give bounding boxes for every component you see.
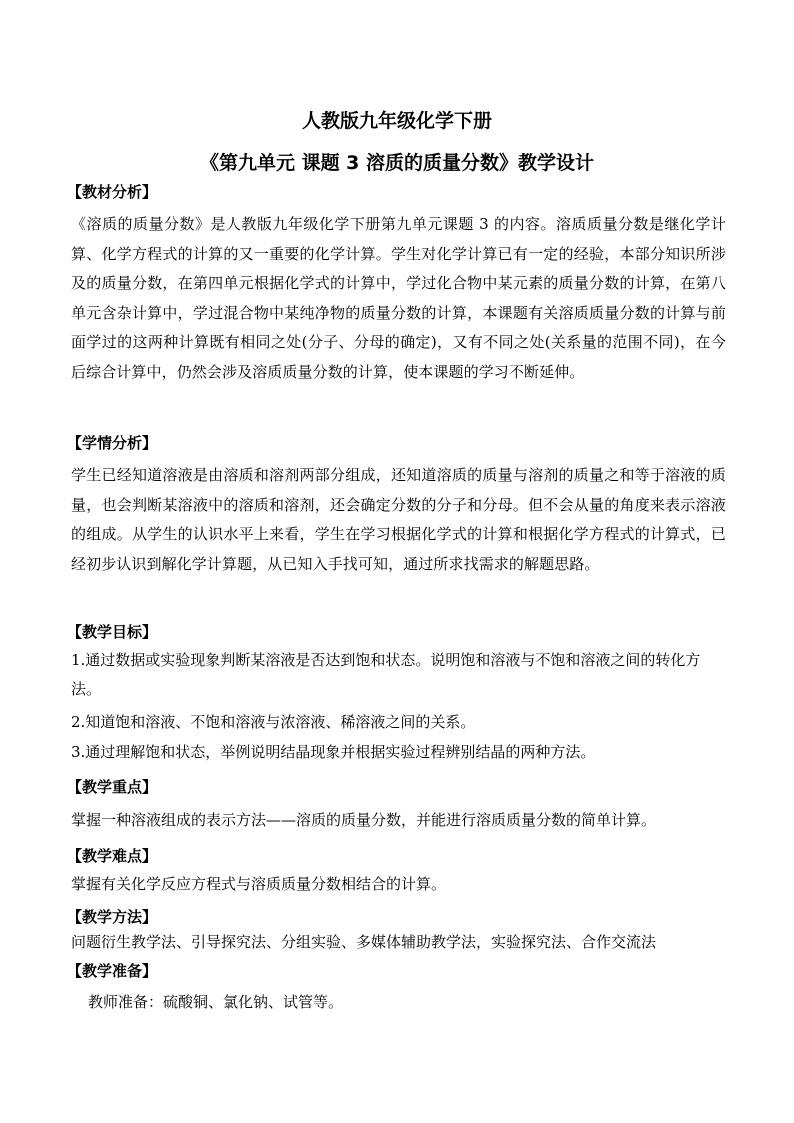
student-analysis-body: 学生已经知道溶液是由溶质和溶剂两部分组成，还知道溶质的质量与溶剂的质量之和等于溶液的质量，也会判断某溶液中的溶质和溶剂，还会确定分数的分子和分母。但不会从量的角度来表示溶液的组成。从学生的认识水平上来看，学生在学习根据化学式的计算和根据化学方程式的计算式，已经初步认识到解化学计算题，从已知入手找可知，通过所求找需求的解题思路。	[71, 466, 726, 573]
teaching-goal-item: 3.通过理解饱和状态，举例说明结晶现象并根据实验过程辨别结晶的两种方法。	[71, 743, 596, 761]
textbook-analysis-body: 《溶质的质量分数》是人教版九年级化学下册第九单元课题 3 的内容。溶质质量分数是继化学计算、化学方程式的计算的又一重要的化学计算。学生对化学计算已有一定的经验，本部分知识所涉及的质量分数，在第四单元根据化学式的计算中，学过化合物中某元素的质量分数的计算，在第八单元含杂计算中，学过混合物中某纯净物的质量分数的计算，本课题有关溶质质量分数的计算与前面学过的这两种计算既有相同之处(分子、分母的确定)，又有不同之处(关系量的范围不同)，在今后综合计算中，仍然会涉及溶质质量分数的计算，使本课题的学习不断延伸。	[71, 215, 726, 381]
teaching-goal-item: 1.通过数据或实验现象判断某溶液是否达到饱和状态。说明饱和溶液与不饱和溶液之间的转化方法。	[71, 651, 701, 698]
teaching-methods-body: 问题衍生教学法、引导探究法、分组实验、多媒体辅助教学法，实验探究法、合作交流法	[71, 933, 657, 951]
teaching-prep-body: 教师准备：硫酸铜、氯化钠、试管等。	[88, 993, 344, 1011]
difficult-points-body: 掌握有关化学反应方程式与溶质质量分数相结合的计算。	[71, 875, 447, 893]
document-title: 人教版九年级化学下册	[301, 110, 492, 132]
heading-difficult-points: 【教学难点】	[67, 847, 158, 865]
document-subtitle: 《第九单元 课题 3 溶质的质量分数》教学设计	[199, 152, 595, 174]
heading-teaching-goals: 【教学目标】	[67, 623, 158, 641]
heading-teaching-methods: 【教学方法】	[67, 908, 158, 926]
teaching-goal-item: 2.知道饱和溶液、不饱和溶液与浓溶液、稀溶液之间的关系。	[71, 713, 476, 731]
key-points-body: 掌握一种溶液组成的表示方法——溶质的质量分数，并能进行溶质质量分数的简单计算。	[71, 811, 657, 829]
heading-student-analysis: 【学情分析】	[67, 434, 158, 452]
heading-teaching-prep: 【教学准备】	[67, 962, 158, 980]
heading-textbook-analysis: 【教材分析】	[67, 183, 158, 201]
heading-key-points: 【教学重点】	[67, 778, 158, 796]
